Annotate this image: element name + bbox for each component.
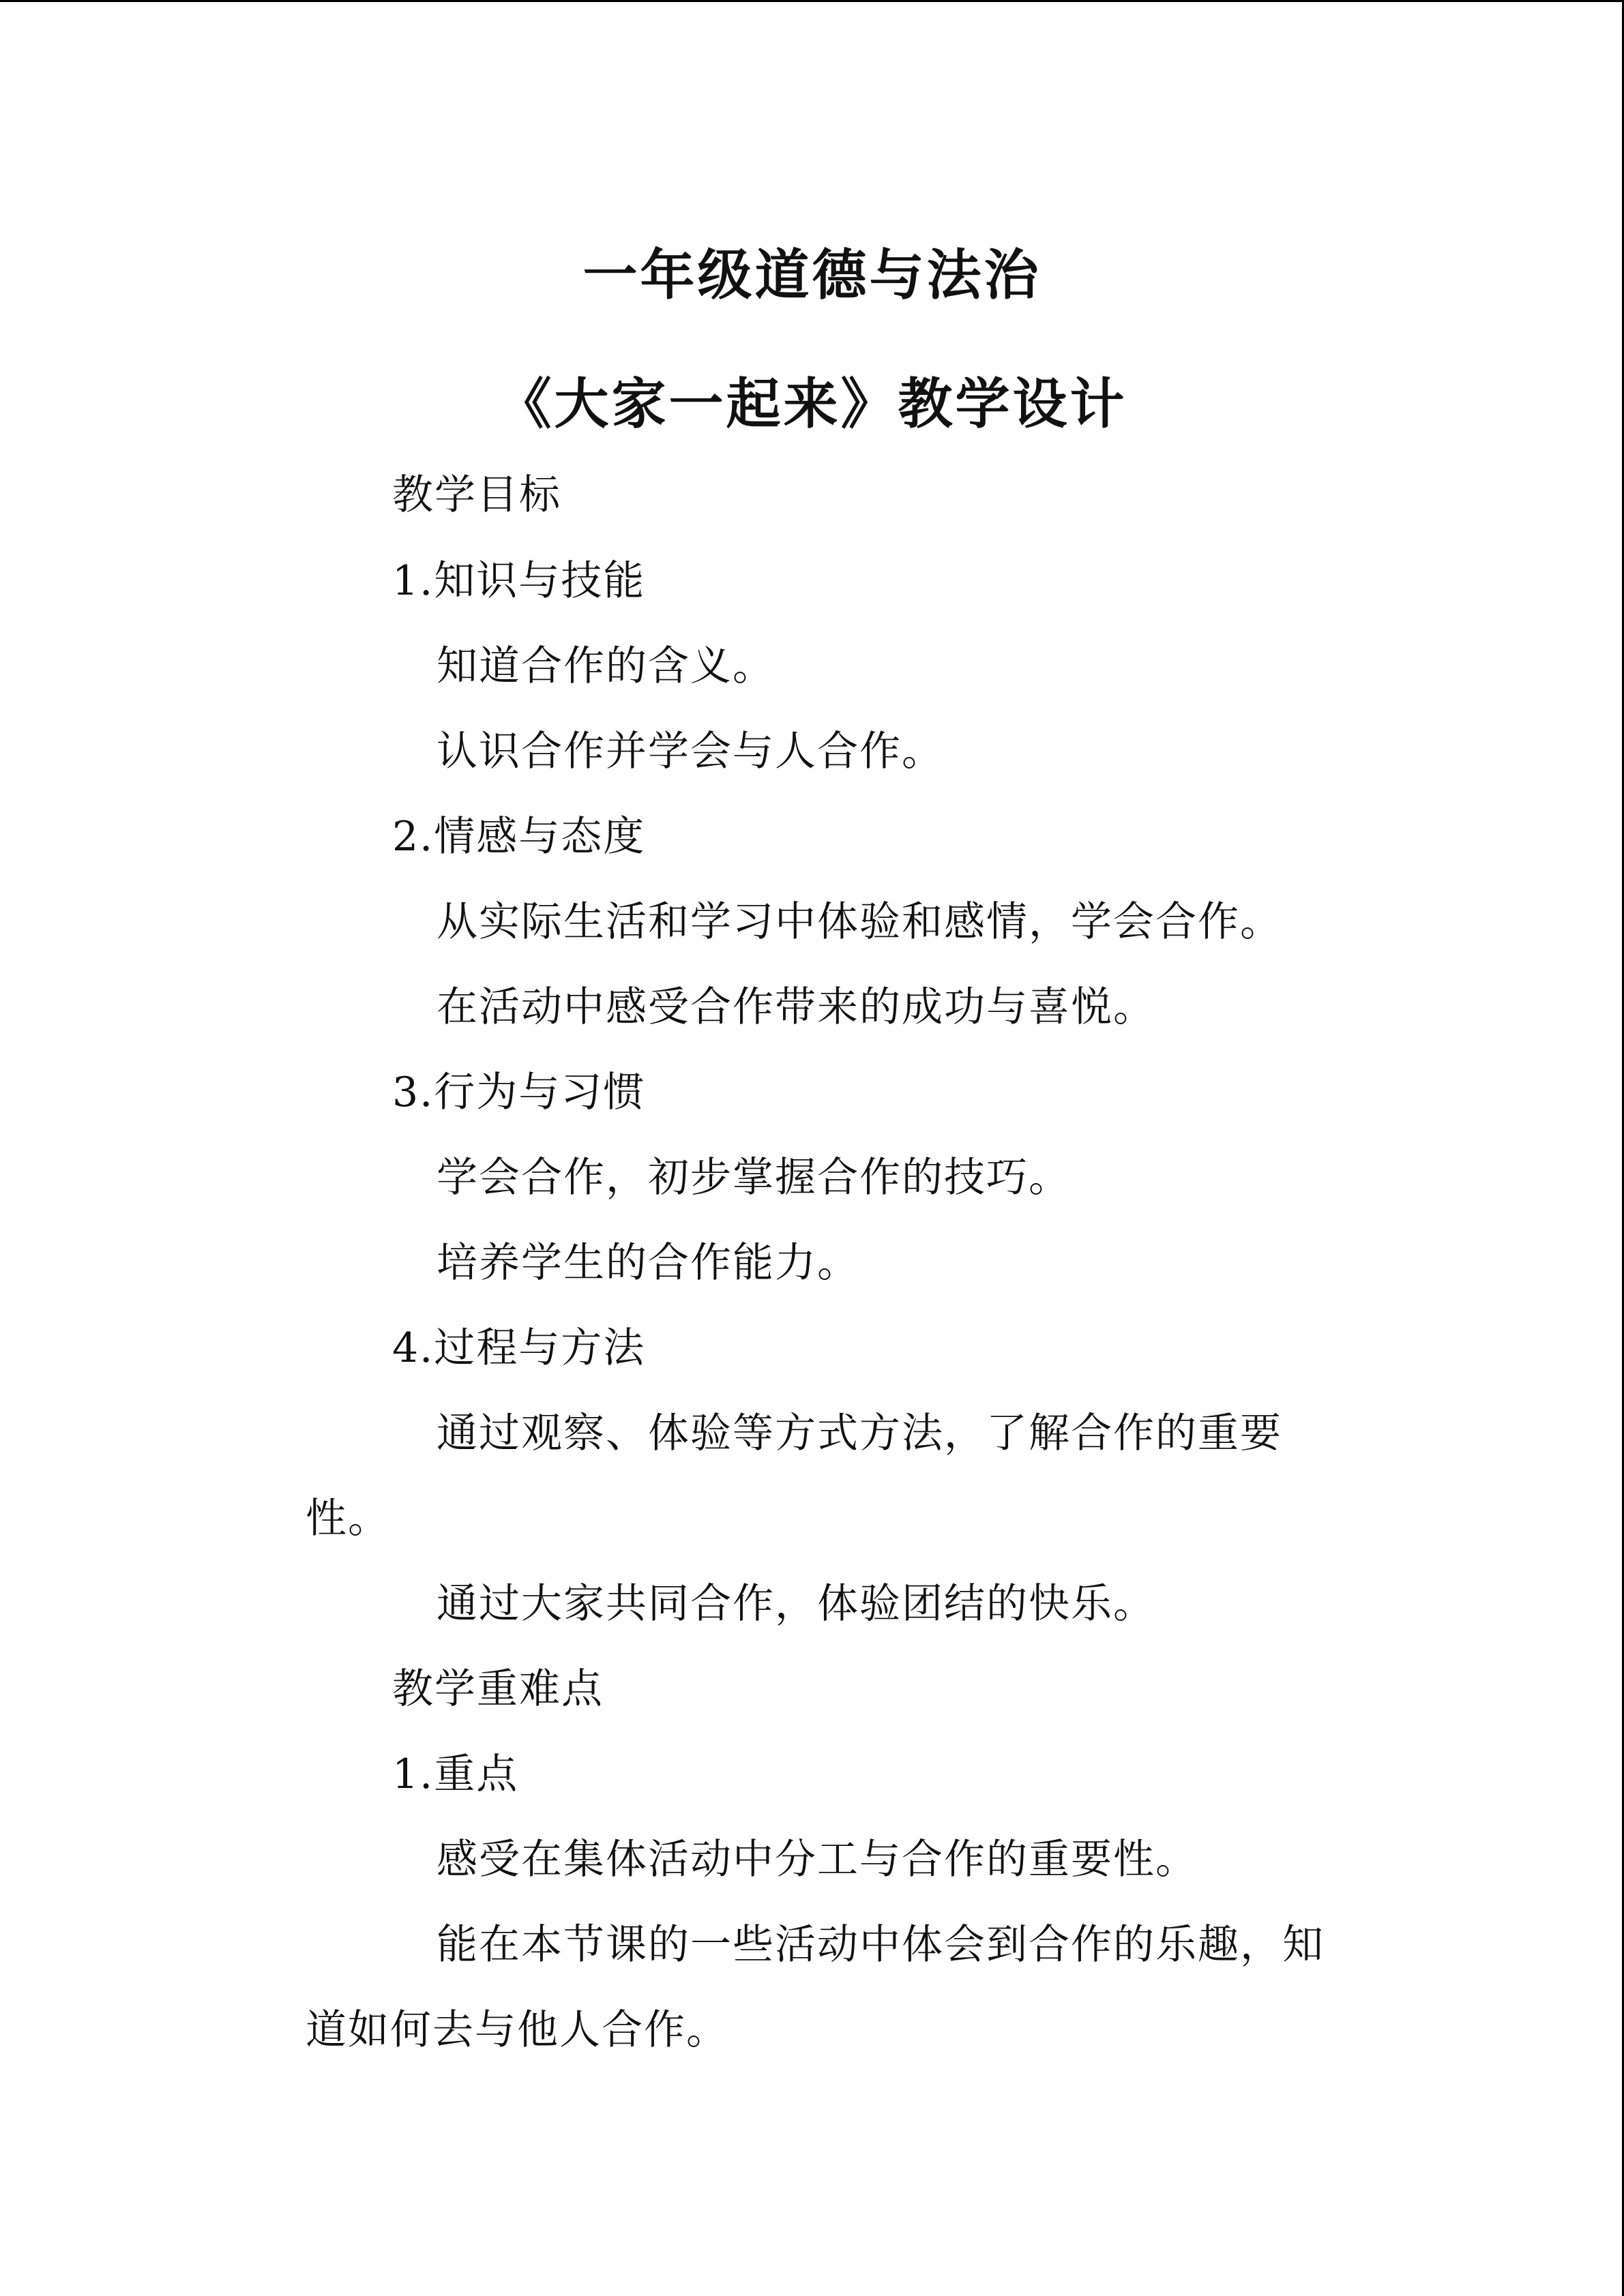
body-line: 学会合作，初步掌握合作的技巧。 [437,1154,1071,1202]
body-line: 培养学生的合作能力。 [437,1239,859,1287]
document-subtitle: 《大家一起来》教学设计 [497,372,1127,436]
body-line: 通过观察、体验等方式方法，了解合作的重要 [437,1410,1282,1457]
section-heading-objectives: 教学目标 [392,471,561,519]
body-line: 性。 [306,1495,390,1542]
subsection-heading: 2.情感与态度 [392,813,646,861]
body-line: 能在本节课的一些活动中体会到合作的乐趣，知 [437,1921,1325,1969]
document-title: 一年级道德与法治 [582,243,1042,307]
body-line: 从实际生活和学习中体验和感情，学会合作。 [437,898,1282,946]
body-line: 感受在集体活动中分工与合作的重要性。 [437,1836,1198,1883]
subsection-heading: 3.行为与习惯 [392,1069,646,1116]
subsection-heading: 1.重点 [392,1750,519,1798]
section-heading-key-points: 教学重难点 [392,1665,604,1713]
body-line: 认识合作并学会与人合作。 [437,728,944,775]
subsection-heading: 4.过程与方法 [392,1324,646,1372]
subsection-heading: 1.知识与技能 [392,557,646,605]
body-line: 知道合作的含义。 [437,642,775,690]
body-line: 在活动中感受合作带来的成功与喜悦。 [437,983,1155,1031]
body-line: 通过大家共同合作，体验团结的快乐。 [437,1580,1155,1628]
body-line: 道如何去与他人合作。 [306,2006,728,2054]
